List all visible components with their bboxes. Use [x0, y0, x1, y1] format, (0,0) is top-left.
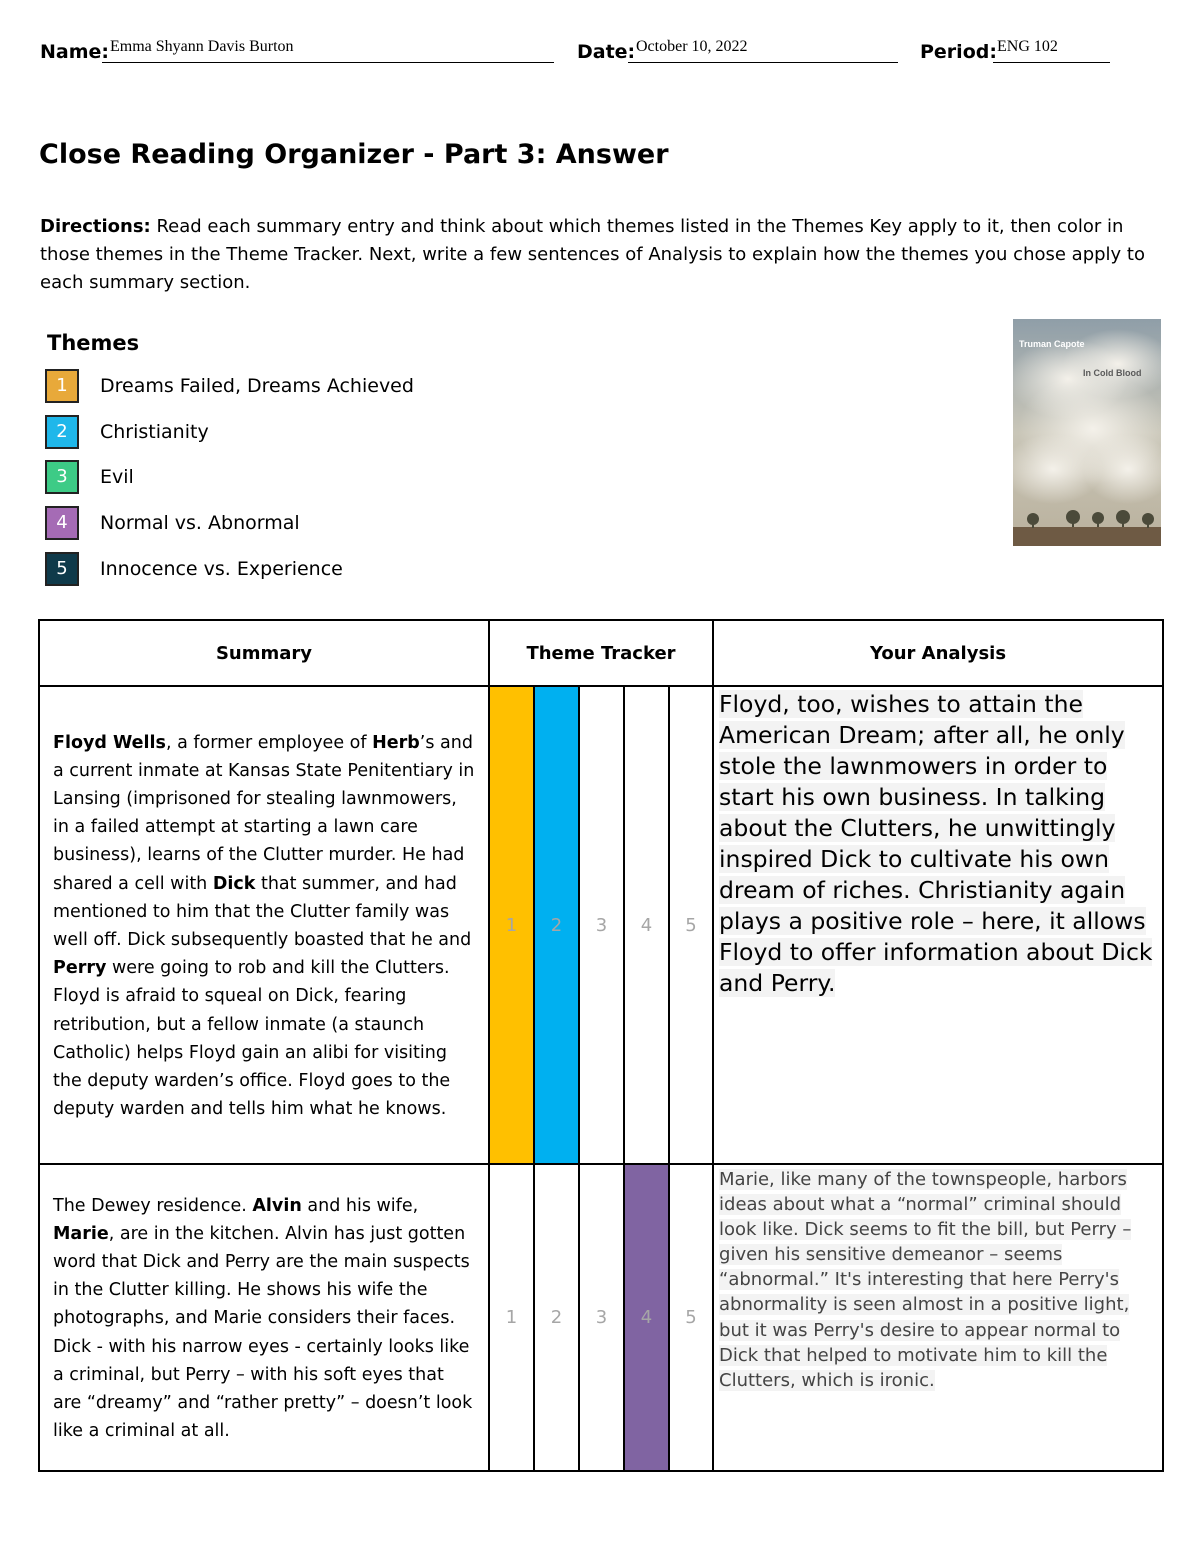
directions-text: Read each summary entry and think about which themes listed in the Themes Key apply to it, then color in those themes in the Theme Tracker. Next, write a few sentences of Analysis to explain how the themes you chose apply to each summary section.	[40, 216, 1145, 293]
theme-label: Evil	[100, 466, 134, 489]
theme-color-swatch: 3	[45, 460, 79, 494]
summary-name: Alvin	[252, 1195, 302, 1216]
header-analysis: Your Analysis	[713, 620, 1163, 686]
table-header-row	[39, 620, 1163, 686]
book-cover-art	[1013, 319, 1161, 546]
page-title: Close Reading Organizer - Part 3: Answer	[39, 139, 669, 170]
tracker-cell-1[interactable]: 1	[489, 1164, 534, 1471]
book-cover-image	[1013, 319, 1161, 546]
tracker-cell-2[interactable]: 2	[534, 1164, 579, 1471]
summary-cell	[39, 1164, 489, 1471]
summary-text: that summer, and had mentioned to him that the Clutter family was well off. Dick subsequently boasted that he and	[53, 873, 472, 950]
analysis-text: Floyd, too, wishes to attain the American Dream; after all, he only stole the lawnmowers in order to start his own business. In talking about the Clutters, he unwittingly inspired Dick to cultivate his own dream of riches. Christianity again plays a positive role – here, it allows Floyd to offer information about Dick and Perry.	[719, 690, 1153, 997]
tracker-cell-1[interactable]: 1	[489, 686, 534, 1164]
tracker-cell-3[interactable]: 3	[579, 1164, 624, 1471]
theme-label: Christianity	[100, 420, 209, 443]
header-summary: Summary	[39, 620, 489, 686]
summary-name: Perry	[53, 958, 107, 979]
analysis-cell[interactable]	[713, 1164, 1163, 1471]
summary-text: and his wife,	[301, 1195, 419, 1216]
tracker-cell-5[interactable]: 5	[669, 1164, 713, 1471]
summary-text: were going to rob and kill the Clutters. Floyd is afraid to squeal on Dick, fearing retribution, but a fellow inmate (a staunch Catholic) helps Floyd gain an alibi for visiting the deputy warden’s office. Floyd goes to the deputy warden and tells him what he knows.	[53, 958, 451, 1120]
table-row	[39, 1164, 1163, 1471]
name-field[interactable]	[102, 37, 554, 63]
analysis-cell[interactable]	[713, 686, 1163, 1164]
summary-name: Floyd Wells	[53, 732, 166, 753]
period-label: Period:	[920, 41, 997, 63]
directions-label: Directions:	[40, 216, 151, 237]
directions	[40, 213, 1160, 297]
book-cover-title: In Cold Blood	[1083, 368, 1142, 378]
header-theme-tracker: Theme Tracker	[489, 620, 713, 686]
theme-color-swatch: 2	[45, 415, 79, 449]
summary-text: , are in the kitchen. Alvin has just gotten word that Dick and Perry are the main suspects in the Clutter killing. He shows his wife the photographs, and Marie considers their faces. Dick - with his narrow eyes - certainly looks like a criminal, but Perry – with his soft eyes that are “dreamy” and “rather pretty” – doesn’t look like a criminal at all.	[53, 1223, 473, 1442]
summary-name: Dick	[212, 873, 256, 894]
period-field[interactable]	[993, 37, 1110, 63]
date-field[interactable]	[628, 37, 898, 63]
book-cover-author: Truman Capote	[1019, 339, 1085, 349]
tracker-cell-4[interactable]: 4	[624, 686, 669, 1164]
name-value: Emma Shyann Davis Burton	[110, 38, 294, 55]
tracker-cell-2[interactable]: 2	[534, 686, 579, 1164]
analysis-text: Marie, like many of the townspeople, harbors ideas about what a “normal” criminal should look like. Dick seems to fit the bill, but Perry – given his sensitive demeanor – seems “abnormal.” It's interesting that here Perry's abnormality is seen almost in a positive light, but it was Perry's desire to appear normal to Dick that helped to motivate him to kill the Clutters, which is ironic.	[719, 1169, 1132, 1391]
organizer-table	[38, 619, 1164, 1472]
date-value: October 10, 2022	[636, 38, 748, 55]
summary-text: The Dewey residence.	[53, 1195, 253, 1216]
theme-label: Innocence vs. Experience	[100, 557, 343, 580]
summary-text: ’s and a current inmate at Kansas State Penitentiary in Lansing (imprisoned for stealing lawnmowers, in a failed attempt at starting a lawn care business), learns of the Clutter murder. He had shared a cell with	[53, 732, 475, 894]
tracker-cell-5[interactable]: 5	[669, 686, 713, 1164]
table-row	[39, 686, 1163, 1164]
themes-title: Themes	[47, 331, 140, 355]
tracker-cell-3[interactable]: 3	[579, 686, 624, 1164]
theme-label: Normal vs. Abnormal	[100, 512, 300, 535]
date-label: Date:	[577, 41, 636, 63]
tracker-cell-4[interactable]: 4	[624, 1164, 669, 1471]
theme-color-swatch: 1	[45, 369, 79, 403]
period-value: ENG 102	[997, 38, 1058, 55]
theme-color-swatch: 4	[45, 506, 79, 540]
theme-color-swatch: 5	[45, 552, 79, 586]
summary-cell	[39, 686, 489, 1164]
summary-name: Marie	[53, 1223, 109, 1244]
theme-label: Dreams Failed, Dreams Achieved	[100, 375, 414, 397]
summary-text: , a former employee of	[165, 732, 373, 753]
name-label: Name:	[40, 41, 110, 63]
summary-name: Herb	[372, 732, 420, 753]
